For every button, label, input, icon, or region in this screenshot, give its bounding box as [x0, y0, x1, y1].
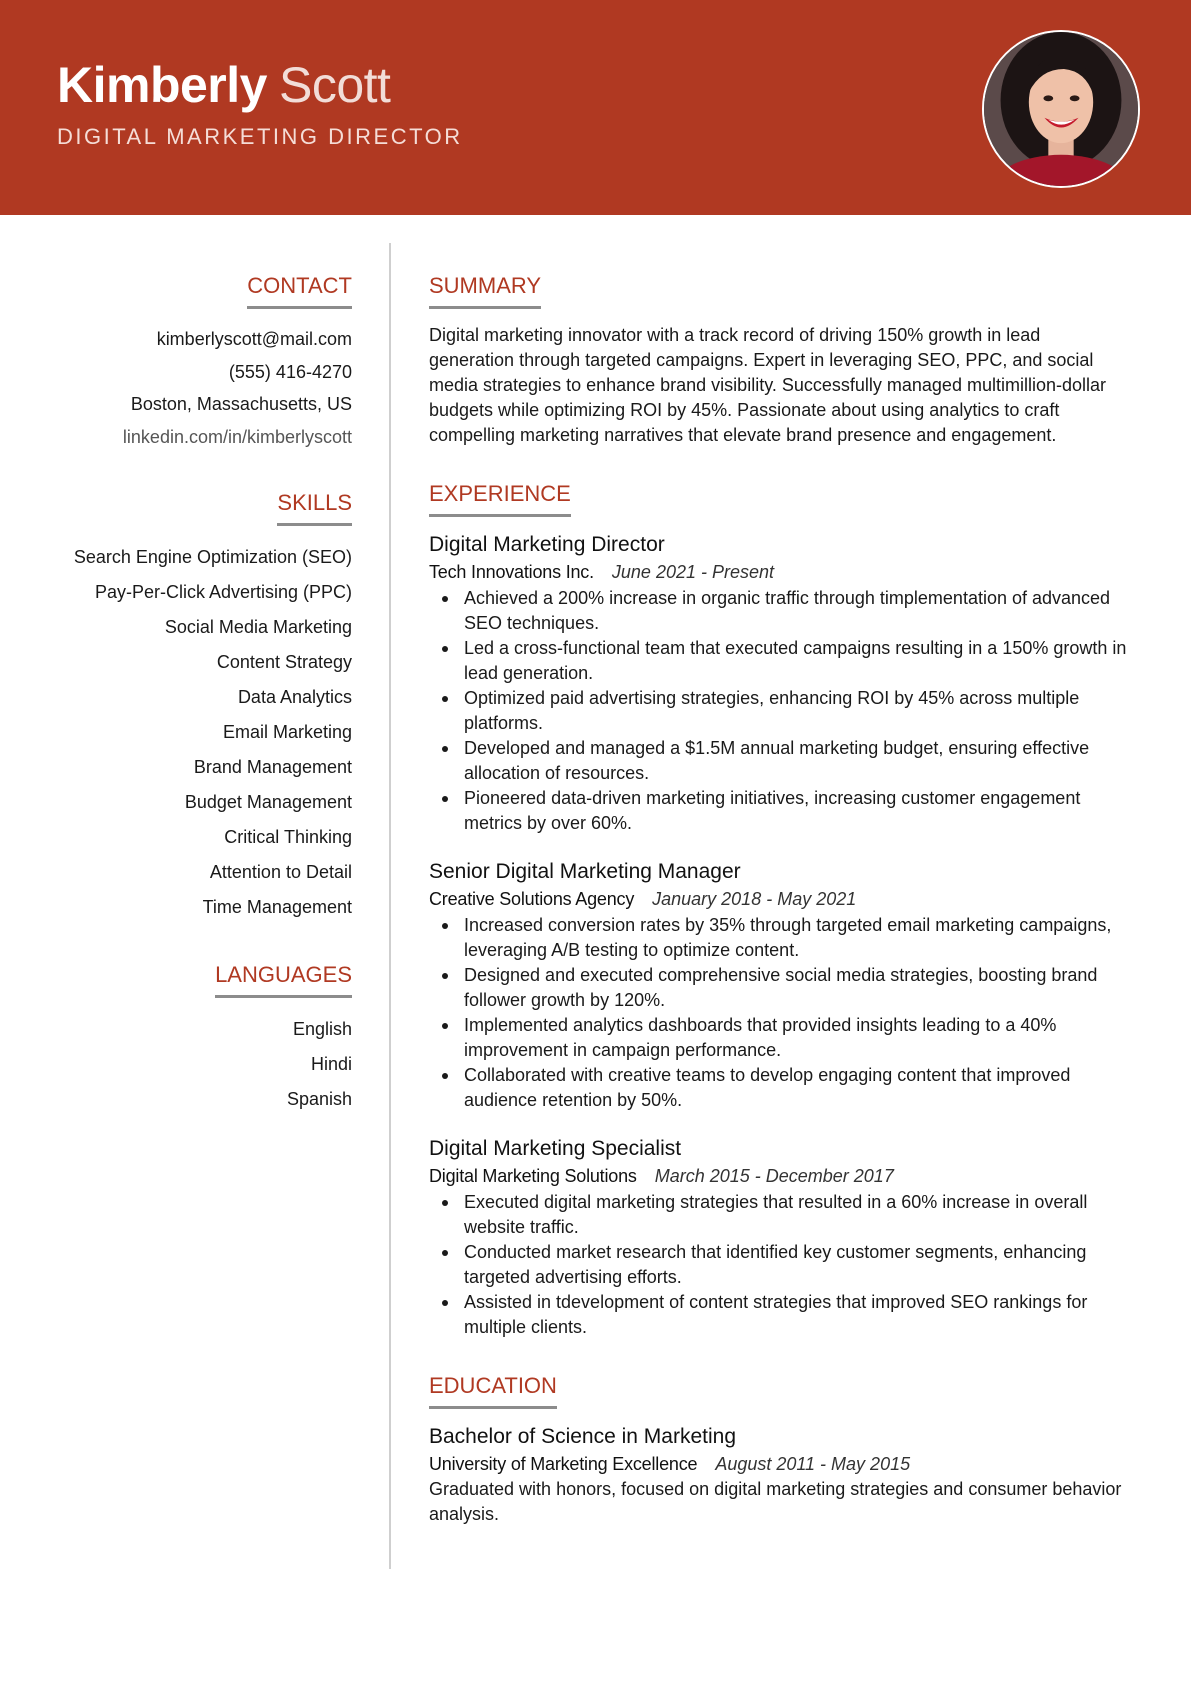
skill-item: Brand Management: [193, 757, 352, 777]
contact-location: Boston, Massachusetts, US: [130, 394, 352, 414]
skills-section: [40, 489, 352, 925]
job-meta: [429, 886, 1129, 912]
job-entry: [429, 531, 1129, 836]
skill-item: Budget Management: [184, 792, 352, 812]
skill-item: Search Engine Optimization (SEO): [73, 547, 352, 567]
language-item: Hindi: [310, 1054, 352, 1074]
experience-heading: EXPERIENCE: [429, 480, 571, 517]
job-bullets: [429, 1190, 1129, 1340]
education-heading: EDUCATION: [429, 1372, 557, 1409]
job-company: Digital Marketing Solutions: [429, 1166, 637, 1186]
experience-section: [429, 480, 1129, 1340]
skill-item: Time Management: [202, 897, 352, 917]
contact-linkedin[interactable]: linkedin.com/in/kimberlyscott: [122, 426, 352, 447]
language-item: Spanish: [286, 1089, 352, 1109]
job-bullets: [429, 586, 1129, 836]
skill-item: Social Media Marketing: [164, 617, 352, 637]
job-company: Creative Solutions Agency: [429, 889, 635, 909]
bullet-item: Led a cross-functional team that executed campaigns resulting in a 150% growth in lead generation.: [429, 636, 1129, 686]
first-name: Kimberly: [57, 57, 267, 113]
degree-title: Bachelor of Science in Marketing: [429, 1425, 736, 1448]
skill-item: Content Strategy: [216, 652, 352, 672]
job-bullets: [429, 913, 1129, 1113]
bullet-item: Executed digital marketing strategies that resulted in a 60% increase in overall website traffic.: [429, 1190, 1129, 1240]
bullet-item: Designed and executed comprehensive social media strategies, boosting brand follower growth by 120%.: [429, 963, 1129, 1013]
summary-section: [429, 272, 1129, 448]
education-entry: [429, 1423, 1129, 1527]
education-section: [429, 1372, 1129, 1527]
job-meta: [429, 1163, 1129, 1189]
languages-section: [40, 961, 352, 1117]
job-company: Tech Innovations Inc.: [429, 562, 594, 582]
job-entry: [429, 858, 1129, 1113]
summary-text: Digital marketing innovator with a track record of driving 150% growth in lead generation through targeted campaigns. Expert in leveraging SEO, PPC, and social media strategies to enhance brand visibility. Successfully managed multimillion-dollar budgets while optimizing ROI by 45%. Passionate about using analytics to craft compelling marketing narratives that elevate brand presence and engagement.: [429, 325, 1106, 445]
job-title: Senior Digital Marketing Manager: [429, 860, 741, 883]
skills-heading: SKILLS: [277, 489, 352, 526]
profile-photo: [982, 30, 1140, 188]
bullet-item: Collaborated with creative teams to develop engaging content that improved audience retention by 50%.: [429, 1063, 1129, 1113]
portrait-image: [984, 32, 1138, 186]
job-meta: [429, 559, 1129, 585]
candidate-name: [57, 55, 390, 115]
job-dates: June 2021 - Present: [611, 562, 775, 582]
school-name: University of Marketing Excellence: [429, 1454, 698, 1474]
job-dates: January 2018 - May 2021: [652, 889, 857, 909]
job-title: Digital Marketing Director: [429, 533, 665, 556]
bullet-item: Pioneered data-driven marketing initiatives, increasing customer engagement metrics by over 60%.: [429, 786, 1129, 836]
languages-list: [40, 1012, 352, 1117]
right-column: [429, 272, 1129, 1559]
bullet-item: Implemented analytics dashboards that provided insights leading to a 40% improvement in campaign performance.: [429, 1013, 1129, 1063]
summary-heading: SUMMARY: [429, 272, 541, 309]
contact-email[interactable]: kimberlyscott@mail.com: [156, 329, 352, 349]
left-column: [40, 272, 352, 1153]
education-dates: August 2011 - May 2015: [715, 1454, 911, 1474]
skill-item: Pay-Per-Click Advertising (PPC): [94, 582, 352, 602]
bullet-item: Assisted in tdevelopment of content strategies that improved SEO rankings for multiple clients.: [429, 1290, 1129, 1340]
bullet-item: Developed and managed a $1.5M annual marketing budget, ensuring effective allocation of resources.: [429, 736, 1129, 786]
contact-heading: CONTACT: [247, 272, 352, 309]
skill-item: Data Analytics: [237, 687, 352, 707]
contact-phone[interactable]: (555) 416-4270: [228, 361, 352, 382]
skill-item: Attention to Detail: [209, 862, 352, 882]
languages-heading: LANGUAGES: [215, 961, 352, 998]
contact-section: [40, 272, 352, 453]
education-meta: [429, 1451, 1129, 1477]
bullet-item: Optimized paid advertising strategies, enhancing ROI by 45% across multiple platforms.: [429, 686, 1129, 736]
job-title-headline: DIGITAL MARKETING DIRECTOR: [57, 124, 463, 149]
job-title: Digital Marketing Specialist: [429, 1137, 682, 1160]
header-banner: [0, 0, 1191, 215]
language-item: English: [292, 1019, 352, 1039]
job-dates: March 2015 - December 2017: [654, 1166, 894, 1186]
bullet-item: Increased conversion rates by 35% through targeted email marketing campaigns, leveraging A/B testing to optimize content.: [429, 913, 1129, 963]
job-entry: [429, 1135, 1129, 1340]
skill-item: Email Marketing: [222, 722, 352, 742]
last-name: Scott: [278, 57, 391, 113]
contact-list: [40, 323, 352, 453]
bullet-item: Achieved a 200% increase in organic traffic through timplementation of advanced SEO techniques.: [429, 586, 1129, 636]
skill-item: Critical Thinking: [224, 827, 352, 847]
skills-list: [40, 540, 352, 925]
column-divider: [389, 243, 391, 1569]
education-description: Graduated with honors, focused on digital marketing strategies and consumer behavior analysis.: [429, 1479, 1122, 1524]
bullet-item: Conducted market research that identified key customer segments, enhancing targeted advertising efforts.: [429, 1240, 1129, 1290]
